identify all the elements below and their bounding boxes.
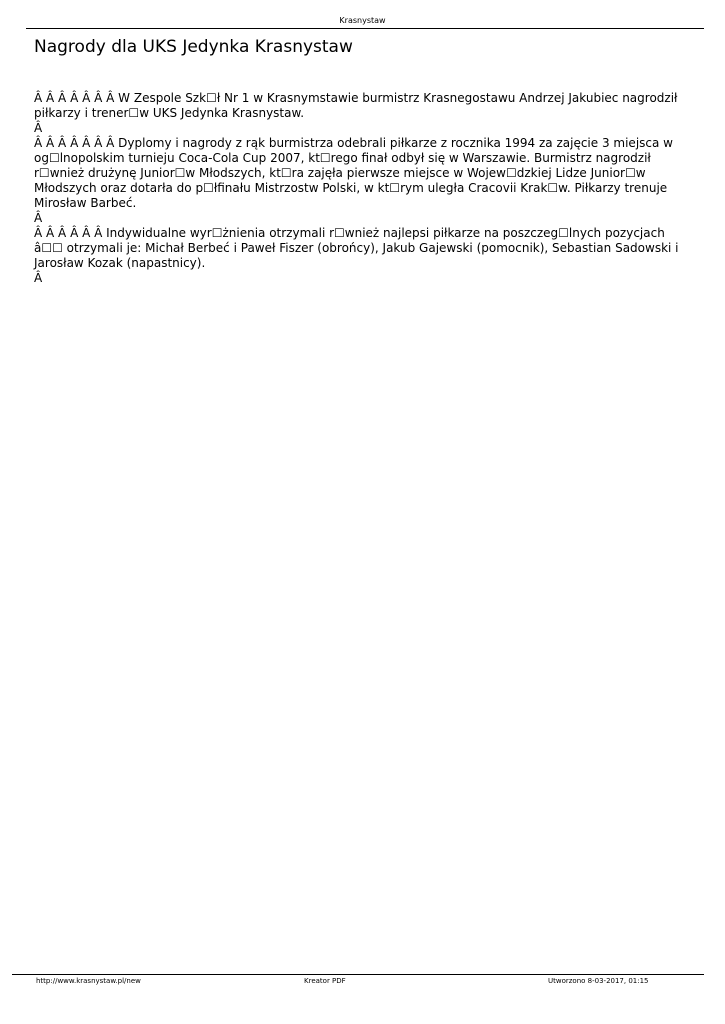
header-divider — [26, 28, 704, 29]
article-paragraph: Â Â Â Â Â Â Â Dyplomy i nagrody z rąk burmistrza odebrali piłkarze z rocznika 1994 za zajęcie 3 miejsca w og☐lnopolskim turnieju Coca-Cola Cup 2007, kt☐rego finał odbył się w Warszawie. Burmistrz nagrodził r☐wnież drużynę Junior☐w Młodszych, kt☐ra zajęła pierwsze miejsce w Wojew☐dzkiej Lidze Junior☐w Młodszych oraz dotarła do p☐łfinału Mistrzostw Polski, w kt☐rym uległa Cracovii Krak☐w. Piłkarzy trenuje Mirosław Barbeć. — [34, 136, 673, 210]
article-title: Nagrody dla UKS Jedynka Krasnystaw — [34, 37, 353, 57]
header-site-name: Krasnystaw — [339, 16, 386, 25]
article-paragraph: Â Â Â Â Â Â Â W Zespole Szk☐ł Nr 1 w Krasnymstawie burmistrz Krasnegostawu Andrzej Jakubiec nagrodził piłkarzy i trener☐w UKS Jedynka Krasnystaw. — [34, 91, 678, 120]
footer-divider — [12, 974, 704, 975]
article-body — [34, 91, 696, 286]
footer-created-date: Utworzono 8-03-2017, 01:15 — [548, 977, 649, 985]
article-paragraph: Â — [34, 271, 43, 285]
article-paragraph: Â — [34, 211, 43, 225]
footer-creator: Kreator PDF — [304, 977, 346, 985]
footer-url: http://www.krasnystaw.pl/new — [36, 977, 141, 985]
article-paragraph: Â — [34, 121, 43, 135]
article-paragraph: Â Â Â Â Â Â Indywidualne wyr☐żnienia otrzymali r☐wnież najlepsi piłkarze na poszczeg☐lnych pozycjach â☐☐ otrzymali je: Michał Berbeć i Paweł Fiszer (obrońcy), Jakub Gajewski (pomocnik), Sebastian Sadowski i Jarosław Kozak (napastnicy). — [34, 226, 679, 270]
